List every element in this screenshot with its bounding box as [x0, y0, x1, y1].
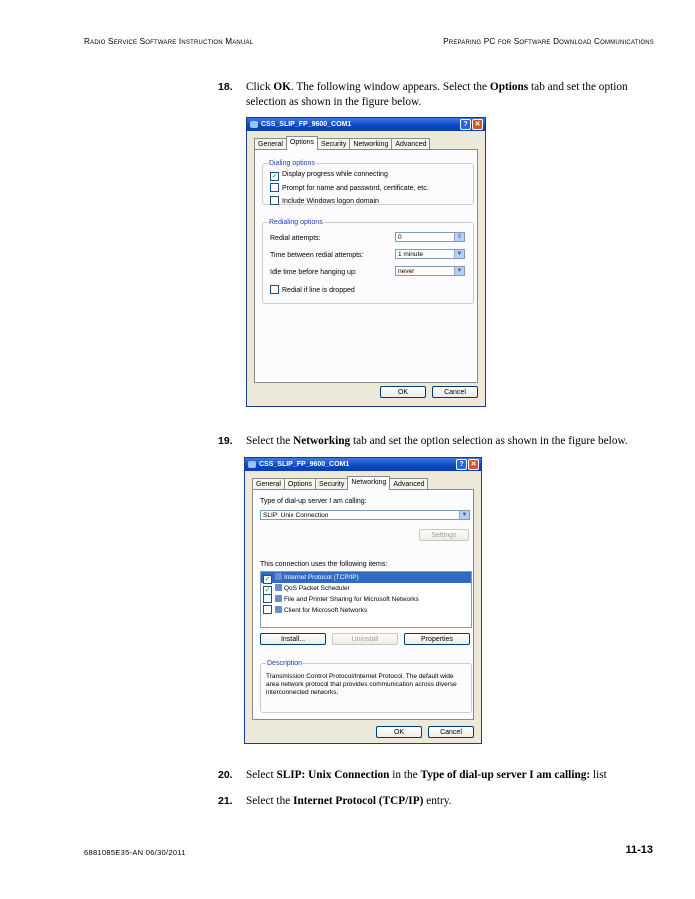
header-left: Radio Service Software Instruction Manual [84, 37, 254, 46]
header-right: Preparing PC for Software Download Communications [443, 37, 654, 46]
title-bar: CSS_SLIP_FP_9600_COM1 ? ✕ [245, 458, 481, 471]
items-label: This connection uses the following items: [260, 561, 388, 568]
list-item[interactable]: ✓ Internet Protocol (TCP/IP) [261, 572, 471, 583]
tab-general[interactable]: General [254, 138, 287, 150]
redial-dropped-option[interactable]: Redial if line is dropped [270, 285, 355, 295]
tab-options[interactable]: Options [284, 478, 316, 490]
server-type-label: Type of dial-up server I am calling: [260, 498, 367, 505]
list-item[interactable]: File and Printer Sharing for Microsoft Networks [261, 594, 471, 605]
checkbox[interactable] [263, 594, 272, 603]
time-between-select[interactable]: 1 minute ▼ [395, 249, 465, 259]
tab-panel [252, 489, 474, 720]
list-item[interactable]: ✓ QoS Packet Scheduler [264, 585, 350, 594]
options-dialog [246, 117, 486, 407]
scheduler-icon [275, 584, 282, 591]
description-group: Description [260, 663, 472, 713]
server-type-select[interactable]: SLIP: Unix Connection ▼ [260, 510, 470, 520]
properties-button[interactable]: Properties [404, 633, 470, 645]
include-domain-option[interactable]: Include Windows logon domain [270, 196, 379, 206]
sharing-icon [275, 595, 282, 602]
checkbox[interactable] [263, 605, 272, 614]
tab-panel [254, 149, 478, 383]
ok-button[interactable]: OK [376, 726, 422, 738]
tab-networking[interactable]: Networking [349, 138, 392, 150]
idle-time-select[interactable]: never ▼ [395, 266, 465, 276]
prompt-name-option[interactable]: Prompt for name and password, certificate, etc. [270, 183, 429, 193]
protocol-icon [275, 573, 282, 580]
items-list[interactable] [260, 571, 472, 628]
idle-time-label: Idle time before hanging up: [270, 269, 357, 276]
dialing-options-group: Dialing options [262, 163, 474, 205]
redial-attempts-input[interactable]: 0 ⇕ [395, 232, 465, 242]
step-number: 20. [218, 769, 233, 781]
uninstall-button[interactable]: Uninstall [332, 633, 398, 645]
tab-advanced[interactable]: Advanced [389, 478, 428, 490]
tab-security[interactable]: Security [315, 478, 348, 490]
step-number: 21. [218, 795, 233, 807]
cancel-button[interactable]: Cancel [432, 386, 478, 398]
tab-security[interactable]: Security [317, 138, 350, 150]
time-between-label: Time between redial attempts: [270, 252, 364, 259]
step-number: 19. [218, 435, 233, 447]
step-19: 19. Select the Networking tab and set the option selection as shown in the figure below. [218, 435, 628, 447]
redialing-options-group: Redialing options [262, 222, 474, 304]
chevron-down-icon[interactable]: ▼ [454, 250, 464, 258]
page-number: 11-13 [625, 844, 653, 856]
cancel-button[interactable]: Cancel [428, 726, 474, 738]
help-button[interactable]: ? [460, 119, 471, 130]
network-icon [248, 461, 256, 468]
tab-options[interactable]: Options [286, 136, 318, 150]
install-button[interactable]: Install... [260, 633, 326, 645]
checkbox[interactable]: ✓ [264, 576, 271, 583]
network-icon [250, 121, 258, 128]
step-21: 21. Select the Internet Protocol (TCP/IP) entry. [218, 795, 452, 807]
list-item[interactable]: Client for Microsoft Networks [261, 605, 471, 616]
close-button[interactable]: ✕ [472, 119, 483, 130]
description-text: Transmission Control Protocol/Internet Protocol. The default wide area network protocol that provides communication across diverse interconnected networks. [266, 673, 457, 696]
checkbox[interactable] [270, 183, 279, 192]
display-progress-option[interactable]: ✓ Display progress while connecting [271, 171, 388, 180]
tab-advanced[interactable]: Advanced [391, 138, 430, 150]
tab-general[interactable]: General [252, 478, 285, 490]
spinner-icon[interactable]: ⇕ [454, 233, 464, 241]
chevron-down-icon[interactable]: ▼ [459, 511, 469, 519]
checkbox[interactable] [270, 196, 279, 205]
title-bar: CSS_SLIP_FP_9600_COM1 ? ✕ [247, 118, 485, 131]
checkbox[interactable] [270, 285, 279, 294]
tab-networking[interactable]: Networking [347, 476, 390, 490]
networking-dialog [244, 457, 482, 744]
ok-button[interactable]: OK [380, 386, 426, 398]
settings-button[interactable]: Settings [419, 529, 469, 541]
footer-docnum: 6881085E35-AN 06/30/2011 [84, 848, 186, 857]
step-18: 18. Click OK. The following window appears. Select the Options tab and set the option selection as shown in the figure below. [218, 81, 628, 108]
close-button[interactable]: ✕ [468, 459, 479, 470]
chevron-down-icon[interactable]: ▼ [454, 267, 464, 275]
checkbox[interactable]: ✓ [264, 587, 271, 594]
help-button[interactable]: ? [456, 459, 467, 470]
checkbox[interactable]: ✓ [271, 173, 278, 180]
redial-attempts-label: Redial attempts: [270, 235, 321, 242]
step-number: 18. [218, 81, 233, 93]
client-icon [275, 606, 282, 613]
step-20: 20. Select SLIP: Unix Connection in the Type of dial-up server I am calling: list [218, 769, 607, 781]
